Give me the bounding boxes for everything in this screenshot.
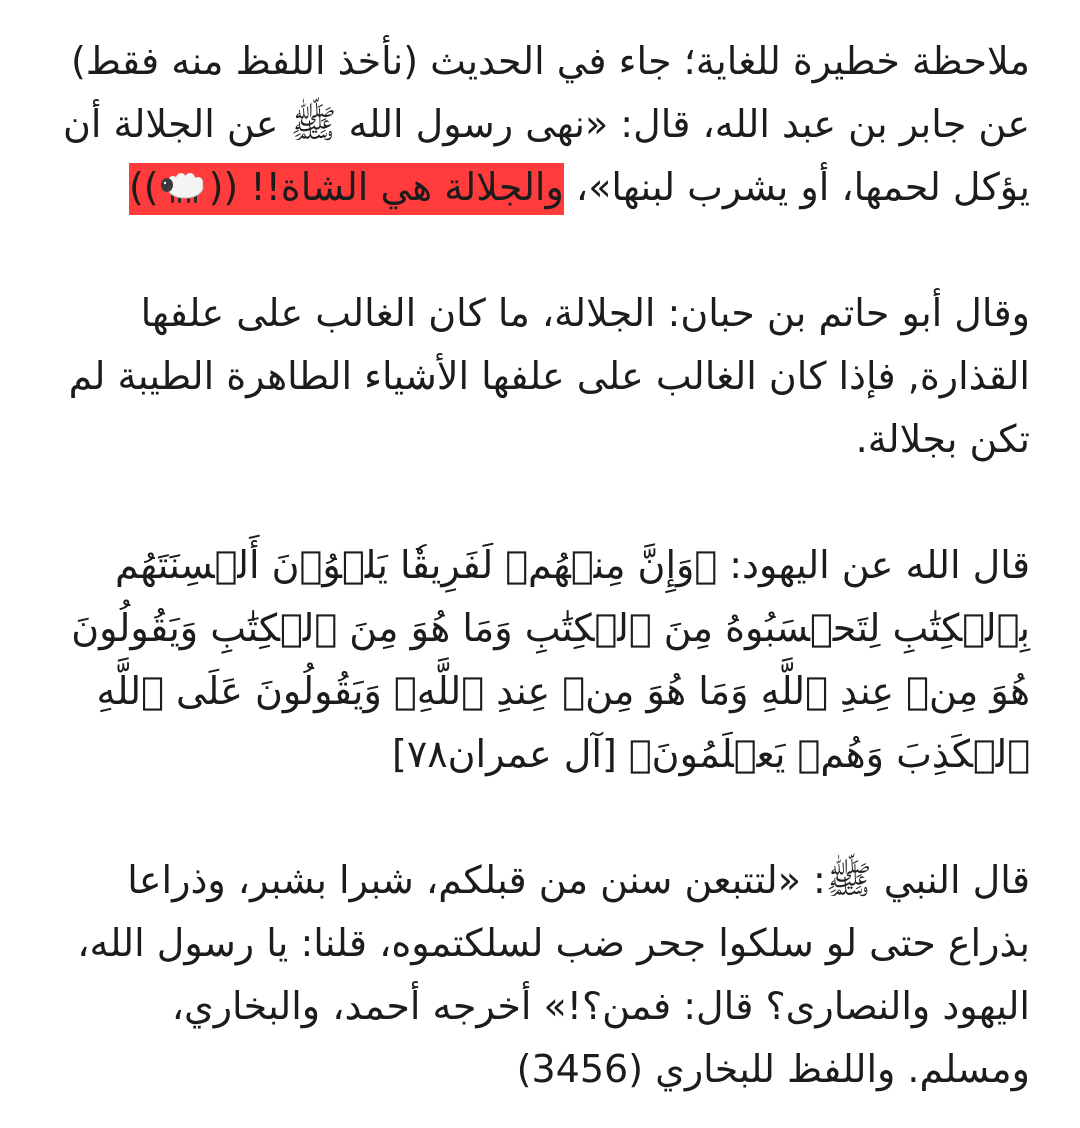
- paragraph-jalalah-hadith: [52, 30, 1030, 219]
- jalalah-hadith-text: ملاحظة خطيرة للغاية؛ جاء في الحديث (نأخذ اللفظ منه فقط) عن جابر بن عبد الله، قال: «نهى رسول الله ﷺ عن الجلالة أن يؤكل لحمها، أو يشرب لبنها»،: [62, 39, 1030, 209]
- sheep-emoji-icon: [159, 170, 209, 204]
- highlighted-text-main: والجلالة هي الشاة!! ((: [208, 165, 564, 209]
- paragraph-quran-verse: قال الله عن اليهود: ﴿وَإِنَّ مِنۡهُمۡ لَفَرِيقٗا يَلۡوُۥنَ أَلۡسِنَتَهُم بِٱلۡكِتَٰبِ لِتَحۡسَبُوهُ مِنَ ٱلۡكِتَٰبِ وَمَا هُوَ مِنَ ٱلۡكِتَٰبِ وَيَقُولُونَ هُوَ مِنۡ عِندِ ٱللَّهِ وَمَا هُوَ مِنۡ عِندِ ٱللَّهِۖ وَيَقُولُونَ عَلَى ٱللَّهِ ٱلۡكَذِبَ وَهُمۡ يَعۡلَمُونَ﴾ [آل عمران٧٨]: [71, 543, 1030, 776]
- highlighted-text-end: )): [128, 165, 159, 209]
- document-body: [52, 30, 1030, 1101]
- paragraph-ibn-hibban: وقال أبو حاتم بن حبان: الجلالة، ما كان الغالب على علفها القذارة, فإذا كان الغالب على علفها الأشياء الطاهرة الطيبة لم تكن بجلالة.: [68, 291, 1030, 461]
- paragraph-prophet-hadith: قال النبي ﷺ: «لتتبعن سنن من قبلكم، شبرا بشبر، وذراعا بذراع حتى لو سلكوا جحر ضب لسلكتموه، قلنا: يا رسول الله، اليهود والنصارى؟ قال: فمن؟!» أخرجه أحمد، والبخاري، ومسلم. واللفظ للبخاري (3456): [77, 858, 1030, 1091]
- highlighted-text: [129, 163, 564, 215]
